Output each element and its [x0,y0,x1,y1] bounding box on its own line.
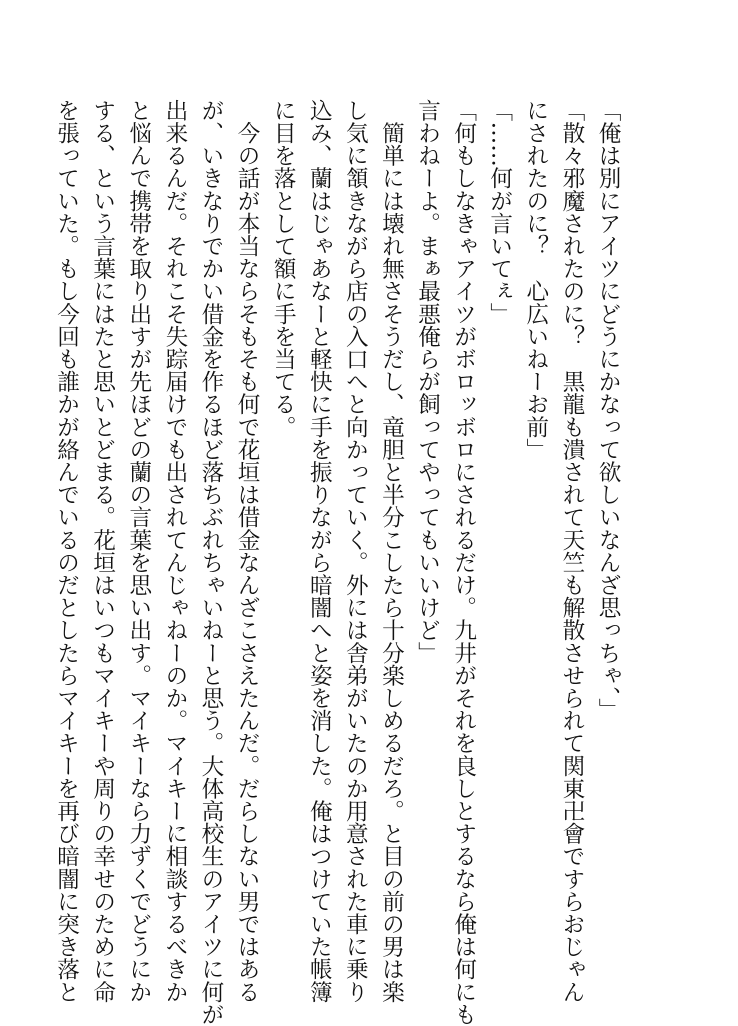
text-line-5: 「何もしなきゃアイツがボロッボロにされるだけ。九井がそれを良しとするなら俺は何にも [450,99,477,1026]
text-line-10: に目を落として額に手を当てる。 [270,99,297,438]
text-line-16: を張っていた。もし今回も誰かが絡んでいるのだとしたらマイキーを再び暗闇に突き落と [53,99,80,1003]
text-line-3: にされたのに？ 心広いねーお前」 [522,99,549,461]
text-line-12: が、いきなりでかい借金を作るほど落ちぶれちゃいねーと思う。大体高校生のアイツに何が [197,99,224,1026]
text-line-6: 言わねーよ。まぁ最悪俺らが飼ってやってもいいけど」 [414,99,441,664]
text-line-13: 出来るんだ。それこそ失踪届けでも出されてんじゃねーのか。マイキーに相談するべきか [161,99,188,1003]
text-line-15: する、という言葉にはたと思いとどまる。花垣はいつもマイキーや周りの幸せのために命 [89,99,116,1003]
text-line-8: し気に頷きながら店の入口へと向かっていく。外には舎弟がいたのか用意された車に乗り [342,99,369,1003]
text-line-9: 込み、蘭はじゃあなーと軽快に手を振りながら暗闇へと姿を消した。俺はつけていた帳簿 [306,99,333,1003]
text-line-7: 簡単には壊れ無さそうだし、竜胆と半分こしたら十分楽しめるだろ。と目の前の男は楽 [378,99,405,1003]
text-line-2: 「散々邪魔されたのに？ 黒龍も潰されて天竺も解散させられて関東卍會ですらおじゃん [558,99,585,1003]
text-line-1: 「俺は別にアイツにどうにかなって欲しいなんざ思っちゃ、」 [595,99,621,721]
text-line-11: 今の話が本当ならそもそも何で花垣は借金なんざこさえたんだ。だらしない男ではある [234,99,261,1003]
text-line-4: 「……何が言いてぇ」 [486,99,513,325]
text-line-14: と悩んで携帯を取り出すが先ほどの蘭の言葉を思い出す。マイキーなら力ずくでどうにか [125,99,152,1003]
vertical-text-block [49,99,627,1026]
